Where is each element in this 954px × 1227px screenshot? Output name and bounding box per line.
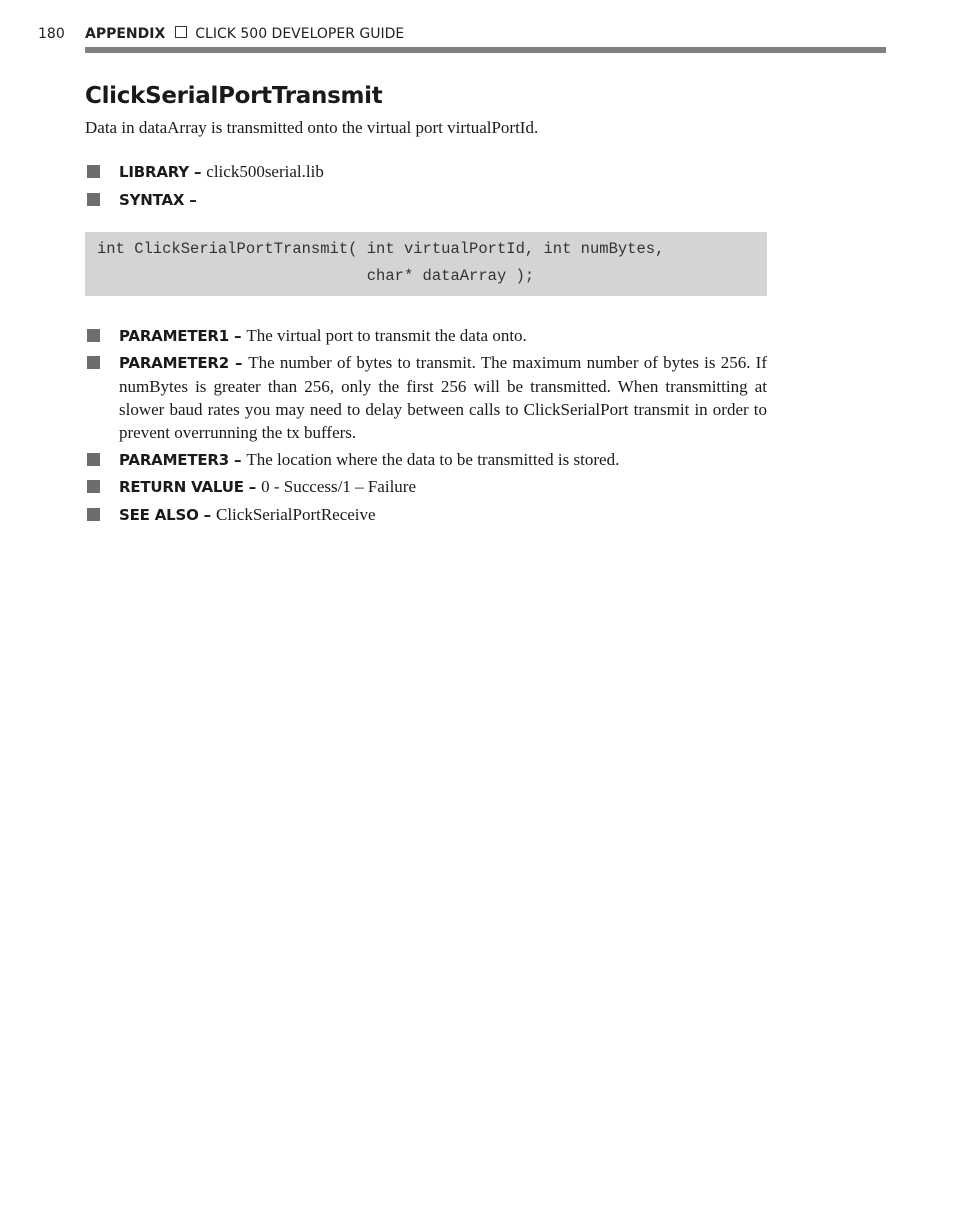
section-name: APPENDIX: [85, 26, 166, 42]
list-item-library: [85, 160, 767, 184]
page-number: 180: [38, 26, 65, 42]
square-bullet-icon: [87, 356, 100, 369]
info-list-bottom: [85, 324, 767, 527]
separator-box-icon: [175, 26, 187, 38]
square-bullet-icon: [87, 329, 100, 342]
list-item-syntax: [85, 188, 767, 212]
square-bullet-icon: [87, 508, 100, 521]
main-content: [85, 80, 767, 530]
info-list-top: [85, 160, 767, 212]
item-text: The number of bytes to transmit. The maximum number of bytes is 256. If numBytes is greater than 256, only the first 256 will be transmitted. When transmitting at slower baud rates you may need to delay between calls to ClickSerialPort transmit in order to prevent overrunning the tx buffers.: [119, 353, 767, 442]
square-bullet-icon: [87, 193, 100, 206]
item-text: click500serial.lib: [206, 162, 324, 181]
item-label: LIBRARY –: [119, 163, 207, 181]
item-label: PARAMETER2 –: [119, 354, 249, 372]
item-text: The location where the data to be transmitted is stored.: [246, 449, 620, 469]
item-label: RETURN VALUE –: [119, 478, 262, 496]
page-title: ClickSerialPortTransmit: [85, 83, 383, 109]
list-item-return-value: [85, 475, 767, 499]
list-item-parameter3: [85, 448, 767, 472]
list-item-parameter1: [85, 324, 767, 348]
square-bullet-icon: [87, 480, 100, 493]
syntax-code-block: [85, 232, 767, 296]
square-bullet-icon: [87, 165, 100, 178]
running-header: [38, 26, 886, 46]
header-rule: [85, 47, 886, 53]
function-description: Data in dataArray is transmitted onto the virtual port virtualPortId.: [85, 118, 539, 137]
square-bullet-icon: [87, 453, 100, 466]
item-text: 0 - Success/1 – Failure: [261, 477, 416, 496]
item-label: SEE ALSO –: [119, 505, 216, 524]
code-line-1: int ClickSerialPortTransmit( int virtualPortId, int numBytes,: [97, 239, 665, 258]
item-label: SYNTAX –: [119, 190, 197, 209]
book-title: CLICK 500 DEVELOPER GUIDE: [195, 26, 405, 42]
item-text: ClickSerialPortReceive: [216, 504, 376, 524]
item-text: The virtual port to transmit the data onto.: [246, 325, 527, 345]
list-item-parameter2: [85, 351, 767, 444]
list-item-see-also: [85, 503, 767, 527]
code-line-2: char* dataArray );: [97, 266, 535, 285]
item-label: PARAMETER1 –: [119, 326, 247, 345]
item-label: PARAMETER3 –: [119, 450, 247, 469]
